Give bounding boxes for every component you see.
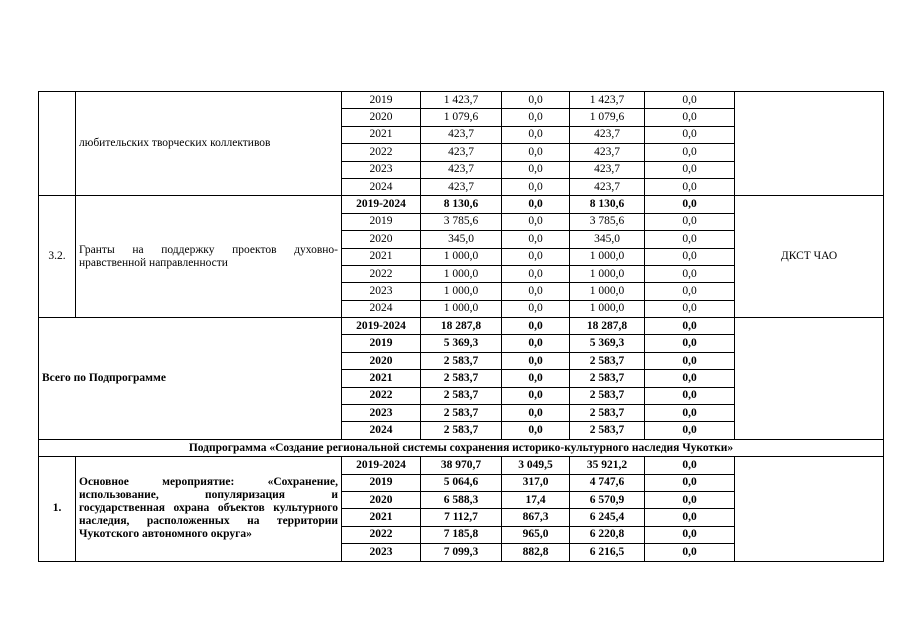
regional-cell: 2 583,7 [570, 352, 645, 369]
responsible-cell [735, 92, 884, 196]
other-cell: 0,0 [645, 248, 735, 265]
other-cell: 0,0 [645, 318, 735, 335]
federal-cell: 0,0 [502, 178, 570, 195]
other-cell: 0,0 [645, 526, 735, 543]
responsible-cell: ДКСТ ЧАО [735, 196, 884, 318]
item-number-cell [39, 92, 76, 196]
regional-cell: 423,7 [570, 144, 645, 161]
other-cell: 0,0 [645, 126, 735, 143]
regional-cell: 423,7 [570, 178, 645, 195]
other-cell: 0,0 [645, 352, 735, 369]
total-cell: 2 583,7 [421, 405, 502, 422]
other-cell: 0,0 [645, 422, 735, 439]
other-cell: 0,0 [645, 474, 735, 491]
other-cell: 0,0 [645, 457, 735, 474]
other-cell: 0,0 [645, 300, 735, 317]
total-cell: 423,7 [421, 144, 502, 161]
other-cell: 0,0 [645, 283, 735, 300]
table-row [39, 196, 884, 213]
year-cell: 2023 [342, 405, 421, 422]
total-cell: 2 583,7 [421, 370, 502, 387]
year-cell: 2020 [342, 231, 421, 248]
federal-cell: 0,0 [502, 92, 570, 109]
regional-cell: 18 287,8 [570, 318, 645, 335]
year-cell: 2020 [342, 491, 421, 508]
federal-cell: 0,0 [502, 213, 570, 230]
regional-cell: 5 369,3 [570, 335, 645, 352]
budget-table [38, 91, 884, 562]
federal-cell: 0,0 [502, 422, 570, 439]
subtotal-label: Всего по Подпрограмме [39, 318, 342, 440]
federal-cell: 17,4 [502, 491, 570, 508]
responsible-cell [735, 457, 884, 561]
year-cell: 2019-2024 [342, 457, 421, 474]
total-cell: 423,7 [421, 178, 502, 195]
regional-cell: 2 583,7 [570, 387, 645, 404]
regional-cell: 2 583,7 [570, 405, 645, 422]
total-cell: 38 970,7 [421, 457, 502, 474]
total-cell: 8 130,6 [421, 196, 502, 213]
other-cell: 0,0 [645, 335, 735, 352]
regional-cell: 1 079,6 [570, 109, 645, 126]
regional-cell: 6 220,8 [570, 526, 645, 543]
year-cell: 2021 [342, 509, 421, 526]
other-cell: 0,0 [645, 231, 735, 248]
federal-cell: 0,0 [502, 231, 570, 248]
total-cell: 5 369,3 [421, 335, 502, 352]
total-cell: 2 583,7 [421, 352, 502, 369]
year-cell: 2019-2024 [342, 196, 421, 213]
federal-cell: 0,0 [502, 387, 570, 404]
responsible-cell [735, 318, 884, 440]
year-cell: 2022 [342, 387, 421, 404]
year-cell: 2023 [342, 283, 421, 300]
total-cell: 3 785,6 [421, 213, 502, 230]
other-cell: 0,0 [645, 196, 735, 213]
federal-cell: 0,0 [502, 161, 570, 178]
total-cell: 423,7 [421, 126, 502, 143]
regional-cell: 1 000,0 [570, 265, 645, 282]
regional-cell: 4 747,6 [570, 474, 645, 491]
total-cell: 18 287,8 [421, 318, 502, 335]
other-cell: 0,0 [645, 109, 735, 126]
other-cell: 0,0 [645, 491, 735, 508]
year-cell: 2024 [342, 422, 421, 439]
total-cell: 1 000,0 [421, 265, 502, 282]
other-cell: 0,0 [645, 213, 735, 230]
year-cell: 2021 [342, 370, 421, 387]
other-cell: 0,0 [645, 178, 735, 195]
total-cell: 423,7 [421, 161, 502, 178]
table-row [39, 457, 884, 474]
total-cell: 7 099,3 [421, 544, 502, 561]
total-cell: 1 000,0 [421, 283, 502, 300]
other-cell: 0,0 [645, 544, 735, 561]
federal-cell: 0,0 [502, 318, 570, 335]
total-cell: 7 185,8 [421, 526, 502, 543]
year-cell: 2021 [342, 126, 421, 143]
year-cell: 2022 [342, 526, 421, 543]
year-cell: 2019 [342, 213, 421, 230]
regional-cell: 345,0 [570, 231, 645, 248]
year-cell: 2019-2024 [342, 318, 421, 335]
federal-cell: 867,3 [502, 509, 570, 526]
total-cell: 1 000,0 [421, 248, 502, 265]
federal-cell: 0,0 [502, 335, 570, 352]
regional-cell: 1 000,0 [570, 283, 645, 300]
budget-table-body [39, 92, 884, 562]
year-cell: 2023 [342, 161, 421, 178]
total-cell: 1 000,0 [421, 300, 502, 317]
federal-cell: 0,0 [502, 265, 570, 282]
regional-cell: 6 216,5 [570, 544, 645, 561]
other-cell: 0,0 [645, 161, 735, 178]
year-cell: 2024 [342, 178, 421, 195]
total-cell: 2 583,7 [421, 422, 502, 439]
total-cell: 6 588,3 [421, 491, 502, 508]
table-row [39, 92, 884, 109]
year-cell: 2020 [342, 109, 421, 126]
other-cell: 0,0 [645, 509, 735, 526]
regional-cell: 1 423,7 [570, 92, 645, 109]
year-cell: 2019 [342, 474, 421, 491]
table-row [39, 439, 884, 456]
total-cell: 1 079,6 [421, 109, 502, 126]
federal-cell: 0,0 [502, 248, 570, 265]
federal-cell: 0,0 [502, 196, 570, 213]
regional-cell: 2 583,7 [570, 370, 645, 387]
total-cell: 2 583,7 [421, 387, 502, 404]
federal-cell: 0,0 [502, 300, 570, 317]
year-cell: 2019 [342, 335, 421, 352]
year-cell: 2019 [342, 92, 421, 109]
federal-cell: 0,0 [502, 283, 570, 300]
regional-cell: 1 000,0 [570, 300, 645, 317]
item-name-cell [76, 92, 342, 196]
regional-cell: 3 785,6 [570, 213, 645, 230]
item-number-cell: 1. [39, 457, 76, 561]
regional-cell: 8 130,6 [570, 196, 645, 213]
table-row [39, 318, 884, 335]
regional-cell: 6 245,4 [570, 509, 645, 526]
federal-cell: 0,0 [502, 405, 570, 422]
year-cell: 2022 [342, 265, 421, 282]
federal-cell: 0,0 [502, 370, 570, 387]
federal-cell: 0,0 [502, 144, 570, 161]
item-name-cell: Основное мероприятие: «Сохранение, использование, популяризация и государственная охрана объектов культурного наследия, расположенных на территории Чукотского автономного округа» [76, 457, 342, 561]
federal-cell: 0,0 [502, 126, 570, 143]
regional-cell: 6 570,9 [570, 491, 645, 508]
other-cell: 0,0 [645, 92, 735, 109]
regional-cell: 1 000,0 [570, 248, 645, 265]
regional-cell: 35 921,2 [570, 457, 645, 474]
item-name-cell: Гранты на поддержку проектов духовно-нравственной направленности [76, 196, 342, 318]
regional-cell: 423,7 [570, 161, 645, 178]
federal-cell: 317,0 [502, 474, 570, 491]
item-number-cell: 3.2. [39, 196, 76, 318]
other-cell: 0,0 [645, 387, 735, 404]
other-cell: 0,0 [645, 144, 735, 161]
year-cell: 2023 [342, 544, 421, 561]
regional-cell: 423,7 [570, 126, 645, 143]
federal-cell: 0,0 [502, 352, 570, 369]
total-cell: 7 112,7 [421, 509, 502, 526]
subprogram-title: Подпрограмма «Создание региональной системы сохранения историко-культурного наследия Чукотки» [39, 439, 884, 456]
total-cell: 345,0 [421, 231, 502, 248]
federal-cell: 0,0 [502, 109, 570, 126]
year-cell: 2020 [342, 352, 421, 369]
federal-cell: 965,0 [502, 526, 570, 543]
other-cell: 0,0 [645, 370, 735, 387]
year-cell: 2024 [342, 300, 421, 317]
total-cell: 1 423,7 [421, 92, 502, 109]
other-cell: 0,0 [645, 405, 735, 422]
other-cell: 0,0 [645, 265, 735, 282]
year-cell: 2021 [342, 248, 421, 265]
federal-cell: 882,8 [502, 544, 570, 561]
regional-cell: 2 583,7 [570, 422, 645, 439]
item-name: любительских творческих коллективов [79, 137, 271, 150]
year-cell: 2022 [342, 144, 421, 161]
federal-cell: 3 049,5 [502, 457, 570, 474]
total-cell: 5 064,6 [421, 474, 502, 491]
